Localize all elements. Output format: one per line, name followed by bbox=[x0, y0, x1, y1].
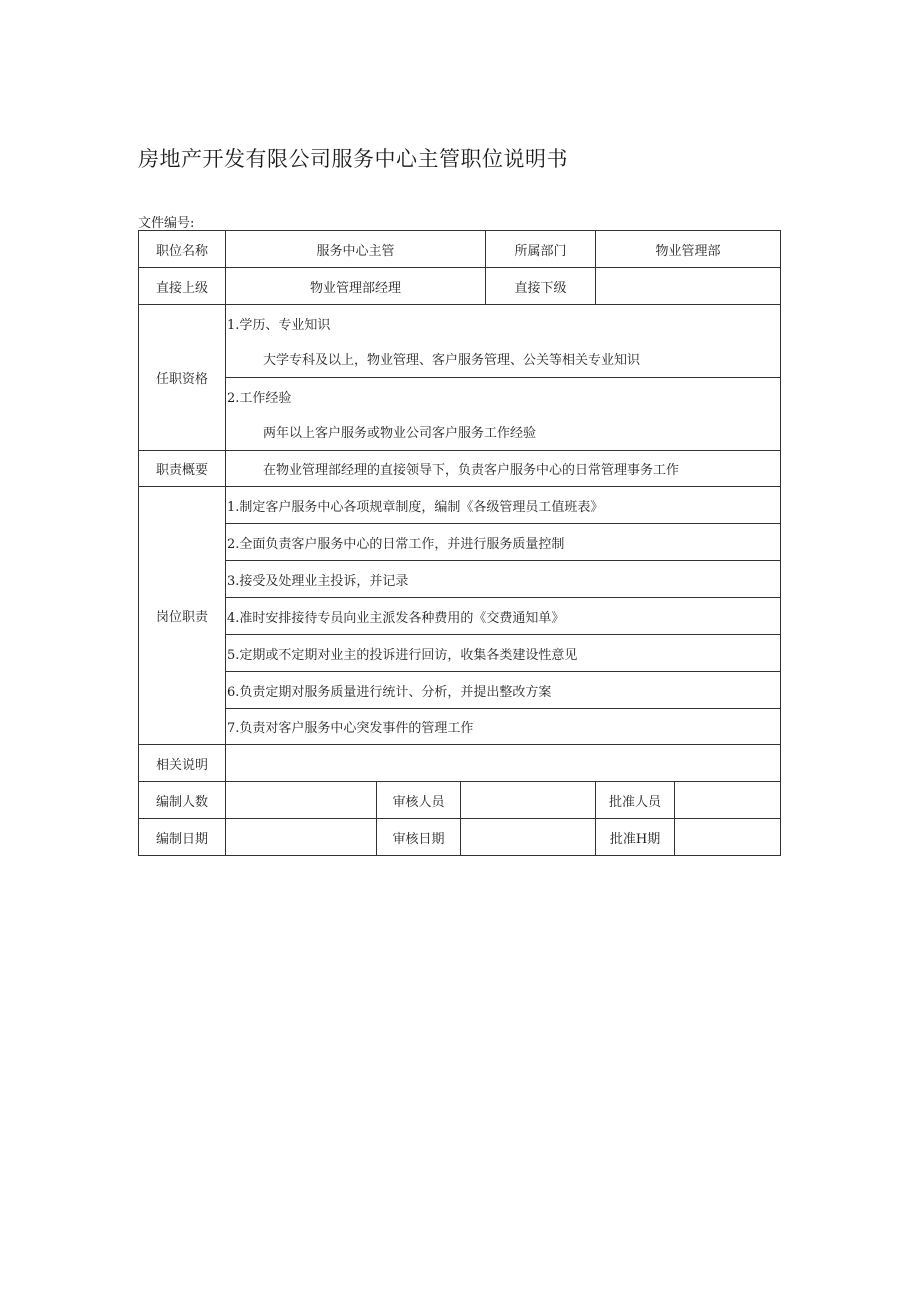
duty-item: 5.定期或不定期对业主的投诉进行回访，收集各类建设性意见 bbox=[226, 635, 781, 672]
prepared-date-label: 编制日期 bbox=[139, 819, 226, 856]
row-duty bbox=[139, 524, 781, 561]
row-signoff-dates bbox=[139, 819, 781, 856]
prepared-by-label: 编制人数 bbox=[139, 782, 226, 819]
row-qualification-2 bbox=[139, 378, 781, 451]
document-title: 房地产开发有限公司服务中心主管职位说明书 bbox=[138, 147, 568, 171]
duty-item: 2.全面负责客户服务中心的日常工作，并进行服务质量控制 bbox=[226, 524, 781, 561]
row-signoff-people bbox=[139, 782, 781, 819]
row-duty bbox=[139, 598, 781, 635]
department-label: 所属部门 bbox=[486, 231, 596, 268]
approved-by-label: 批准人员 bbox=[596, 782, 675, 819]
superior-value: 物业管理部经理 bbox=[226, 268, 486, 305]
approved-date-value bbox=[675, 819, 781, 856]
subordinate-value bbox=[596, 268, 781, 305]
row-duty bbox=[139, 561, 781, 598]
row-duty bbox=[139, 487, 781, 524]
prepared-date-value bbox=[226, 819, 377, 856]
subordinate-label: 直接下级 bbox=[486, 268, 596, 305]
row-duty bbox=[139, 709, 781, 745]
document-number-label: 文件编号: bbox=[138, 216, 195, 231]
reviewed-by-label: 审核人员 bbox=[377, 782, 461, 819]
summary-text: 在物业管理部经理的直接领导下，负责客户服务中心的日常管理事务工作 bbox=[226, 451, 781, 487]
row-duty bbox=[139, 635, 781, 672]
row-qualification-1 bbox=[139, 305, 781, 378]
duties-label: 岗位职责 bbox=[139, 487, 226, 745]
notes-value bbox=[226, 745, 781, 782]
job-description-table bbox=[138, 230, 781, 856]
department-value: 物业管理部 bbox=[596, 231, 781, 268]
prepared-by-value bbox=[226, 782, 377, 819]
qualifications-label: 任职资格 bbox=[139, 305, 226, 451]
row-summary bbox=[139, 451, 781, 487]
duty-item: 6.负责定期对服务质量进行统计、分析，并提出整改方案 bbox=[226, 672, 781, 709]
summary-label: 职责概要 bbox=[139, 451, 226, 487]
reviewed-by-value bbox=[461, 782, 596, 819]
qualification-detail: 两年以上客户服务或物业公司客户服务工作经验 bbox=[263, 426, 537, 441]
reviewed-date-value bbox=[461, 819, 596, 856]
row-superior bbox=[139, 268, 781, 305]
position-name-value: 服务中心主管 bbox=[226, 231, 486, 268]
row-duty bbox=[139, 672, 781, 709]
notes-label: 相关说明 bbox=[139, 745, 226, 782]
qualification-item bbox=[226, 378, 781, 451]
qualification-heading: 2.工作经验 bbox=[227, 391, 292, 406]
position-name-label: 职位名称 bbox=[139, 231, 226, 268]
qualification-heading: 1.学历、专业知识 bbox=[227, 318, 331, 333]
approved-by-value bbox=[675, 782, 781, 819]
superior-label: 直接上级 bbox=[139, 268, 226, 305]
reviewed-date-label: 审核日期 bbox=[377, 819, 461, 856]
duty-item: 7.负责对客户服务中心突发事件的管理工作 bbox=[226, 709, 781, 745]
approved-date-label: 批准H期 bbox=[596, 819, 675, 856]
qualification-detail: 大学专科及以上，物业管理、客户服务管理、公关等相关专业知识 bbox=[263, 353, 641, 368]
row-position bbox=[139, 231, 781, 268]
duty-item: 4.准时安排接待专员向业主派发各种费用的《交费通知单》 bbox=[226, 598, 781, 635]
row-notes bbox=[139, 745, 781, 782]
qualification-item bbox=[226, 305, 781, 378]
duty-item: 3.接受及处理业主投诉，并记录 bbox=[226, 561, 781, 598]
duty-item: 1.制定客户服务中心各项规章制度，编制《各级管理员工值班表》 bbox=[226, 487, 781, 524]
